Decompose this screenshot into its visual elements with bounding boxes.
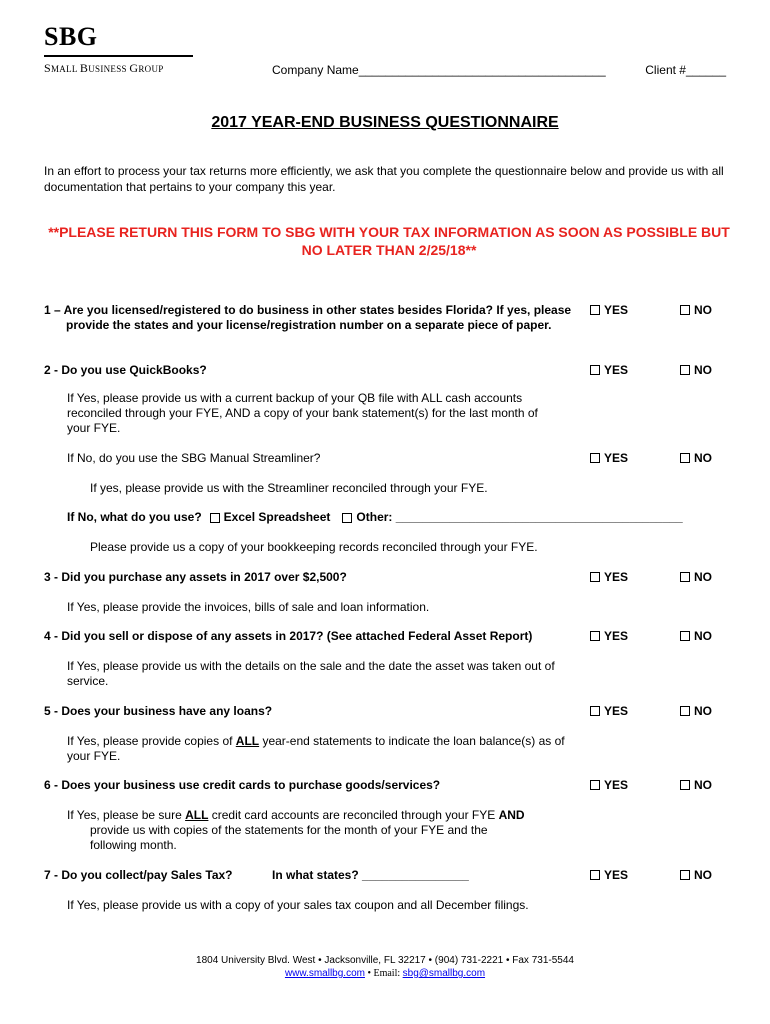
excel-option[interactable]: Excel Spreadsheet bbox=[210, 510, 331, 525]
q6-yes-option[interactable]: YES bbox=[590, 778, 628, 792]
intro-paragraph: In an effort to process your tax returns more efficiently, we ask that you complete the questionnaire below and provide us with all documentation that pertains to your company this year. bbox=[44, 164, 724, 194]
q7-no-option[interactable]: NO bbox=[680, 868, 712, 882]
q5-yes-option[interactable]: YES bbox=[590, 704, 628, 718]
checkbox-icon[interactable] bbox=[210, 513, 220, 523]
q2-no-option[interactable]: NO bbox=[680, 363, 712, 377]
client-number-field[interactable]: Client #______ bbox=[645, 63, 726, 77]
q2-streamliner-note: If yes, please provide us with the Streamliner reconciled through your FYE. bbox=[90, 481, 488, 495]
question-1: 1 – Are you licensed/registered to do business in other states besides Florida? If yes, please provide the states and your license/registration number on a separate piece of paper. bbox=[44, 303, 572, 332]
footer-address: 1804 University Blvd. West • Jacksonville, FL 32217 • (904) 731-2221 • Fax 731-5544 bbox=[196, 955, 574, 966]
other-option[interactable]: Other: ___________________________________________ bbox=[342, 510, 682, 525]
checkbox-icon[interactable] bbox=[590, 706, 600, 716]
checkbox-icon[interactable] bbox=[342, 513, 352, 523]
checkbox-icon[interactable] bbox=[590, 572, 600, 582]
company-name-field[interactable]: Company Name_____________________________________ bbox=[272, 63, 606, 77]
checkbox-icon[interactable] bbox=[680, 453, 690, 463]
q4-no-option[interactable]: NO bbox=[680, 629, 712, 643]
q7-yes-option[interactable]: YES bbox=[590, 868, 628, 882]
logo-divider bbox=[44, 55, 193, 57]
q6-instructions-cont: provide us with copies of the statements for the month of your FYE and the following month. bbox=[90, 823, 488, 852]
q2-yes-instructions: If Yes, please provide us with a current backup of your QB file with ALL cash accounts reconciled through your FYE, AND a copy of your bank statement(s) for the last month of your FYE. bbox=[67, 391, 538, 435]
q2-software-question: If No, what do you use? bbox=[67, 510, 202, 524]
q6-no-option[interactable]: NO bbox=[680, 778, 712, 792]
question-3: 3 - Did you purchase any assets in 2017 over $2,500? bbox=[44, 570, 347, 584]
checkbox-icon[interactable] bbox=[590, 365, 600, 375]
checkbox-icon[interactable] bbox=[590, 870, 600, 880]
q3-no-option[interactable]: NO bbox=[680, 570, 712, 584]
q1-yes-option[interactable]: YES bbox=[590, 303, 628, 317]
question-6: 6 - Does your business use credit cards to purchase goods/services? bbox=[44, 778, 441, 792]
checkbox-icon[interactable] bbox=[680, 572, 690, 582]
question-7: 7 - Do you collect/pay Sales Tax? bbox=[44, 868, 233, 882]
checkbox-icon[interactable] bbox=[680, 305, 690, 315]
q2-bookkeeping-note: Please provide us a copy of your bookkeeping records reconciled through your FYE. bbox=[90, 540, 538, 554]
q2b-yes-option[interactable]: YES bbox=[590, 451, 628, 465]
company-logo: SBG bbox=[44, 22, 98, 51]
sales-tax-states-field[interactable]: In what states? ________________ bbox=[272, 868, 469, 882]
page-title: 2017 YEAR-END BUSINESS QUESTIONNAIRE bbox=[211, 114, 559, 131]
q6-instructions: If Yes, please be sure ALL credit card accounts are reconciled through your FYE AND bbox=[67, 808, 525, 822]
q2-streamliner-question: If No, do you use the SBG Manual Streamliner? bbox=[67, 451, 321, 465]
question-5: 5 - Does your business have any loans? bbox=[44, 704, 273, 718]
q3-instructions: If Yes, please provide the invoices, bills of sale and loan information. bbox=[67, 600, 430, 614]
checkbox-icon[interactable] bbox=[680, 631, 690, 641]
logo-subtitle: SMALL BUSINESS GROUP bbox=[44, 61, 164, 75]
q2b-no-option[interactable]: NO bbox=[680, 451, 712, 465]
q4-yes-option[interactable]: YES bbox=[590, 629, 628, 643]
checkbox-icon[interactable] bbox=[590, 631, 600, 641]
checkbox-icon[interactable] bbox=[680, 870, 690, 880]
q2-yes-option[interactable]: YES bbox=[590, 363, 628, 377]
q1-no-option[interactable]: NO bbox=[680, 303, 712, 317]
checkbox-icon[interactable] bbox=[680, 365, 690, 375]
q2-software-row bbox=[67, 510, 683, 525]
email-link[interactable]: sbg@smallbg.com bbox=[402, 968, 486, 979]
q3-yes-option[interactable]: YES bbox=[590, 570, 628, 584]
checkbox-icon[interactable] bbox=[590, 780, 600, 790]
checkbox-icon[interactable] bbox=[590, 305, 600, 315]
question-2: 2 - Do you use QuickBooks? bbox=[44, 363, 207, 377]
question-4: 4 - Did you sell or dispose of any assets in 2017? (See attached Federal Asset Report) bbox=[44, 629, 533, 643]
footer bbox=[0, 954, 770, 980]
website-link[interactable]: www.smallbg.com bbox=[284, 968, 365, 979]
deadline-notice: **PLEASE RETURN THIS FORM TO SBG WITH YOUR TAX INFORMATION AS SOON AS POSSIBLE BUT NO LATER THAN 2/25/18** bbox=[48, 224, 730, 258]
checkbox-icon[interactable] bbox=[680, 780, 690, 790]
email-label: • Email: bbox=[364, 968, 403, 979]
footer-contact bbox=[0, 967, 770, 980]
checkbox-icon[interactable] bbox=[590, 453, 600, 463]
q7-instructions: If Yes, please provide us with a copy of your sales tax coupon and all December filings. bbox=[67, 898, 529, 912]
q4-instructions: If Yes, please provide us with the details on the sale and the date the asset was taken out of service. bbox=[67, 659, 555, 688]
checkbox-icon[interactable] bbox=[680, 706, 690, 716]
q5-instructions: If Yes, please provide copies of ALL year-end statements to indicate the loan balance(s) as of your FYE. bbox=[67, 734, 565, 763]
q5-no-option[interactable]: NO bbox=[680, 704, 712, 718]
